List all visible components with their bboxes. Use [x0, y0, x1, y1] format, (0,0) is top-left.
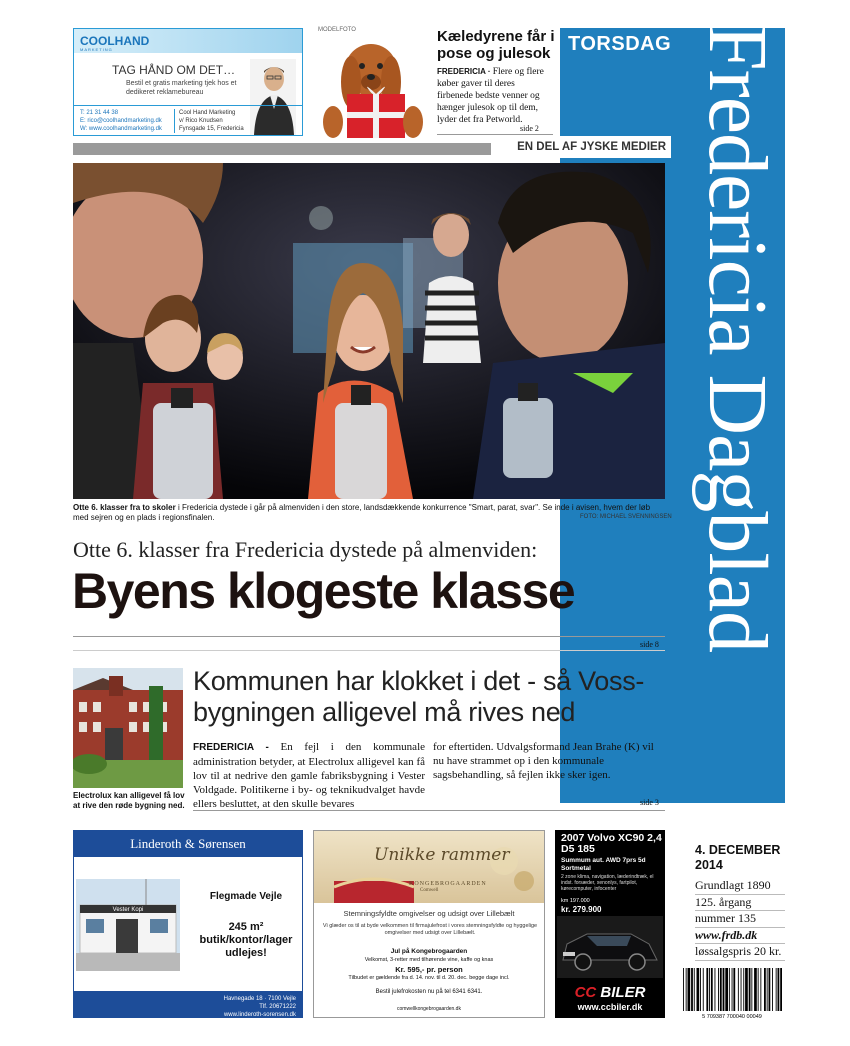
- ad-contact: v/ Rico Knudsen: [179, 118, 223, 124]
- linderoth-footer: [74, 991, 302, 1017]
- barcode-bar: [706, 968, 708, 1011]
- ad-line: Stemningsfyldte omgivelser og udsigt over Lillebælt: [343, 909, 515, 918]
- barcode-bar: [686, 968, 687, 1011]
- divider: [437, 134, 553, 135]
- main-photo[interactable]: [73, 163, 665, 499]
- teaser-text: Flere og flere køber gaver til deres firbenede bedste venner og hænger julesok op til dem, lyder det fra Petworld.: [437, 67, 544, 125]
- barcode-bar: [700, 968, 701, 1011]
- linderoth-phone: Tlf. 20671222: [259, 1004, 296, 1010]
- section-band-label: EN DEL AF JYSKE MEDIER: [517, 141, 666, 153]
- ad-web: W: www.coolhandmarketing.dk: [80, 126, 162, 132]
- ad-url[interactable]: comwellkongebrogaarden.dk: [397, 1006, 461, 1012]
- address-info: [174, 109, 244, 133]
- barcode-bar: [741, 968, 742, 1011]
- ad-contact-footer: [74, 105, 302, 135]
- edition-number: nummer 135: [695, 911, 785, 928]
- ad-line: Tilbudet er gældende fra d. 14. nov. til d. 20. dec. begge dage incl.: [348, 975, 510, 981]
- barcode-bar: [720, 968, 722, 1011]
- barcode-bar: [758, 968, 759, 1011]
- barcode-bar: [718, 968, 719, 1011]
- voss-building-photo[interactable]: [73, 668, 183, 788]
- barcode-digits: 5 709387 700040 00049: [702, 1014, 762, 1019]
- ad-tagline: TAG HÅND OM DET…: [112, 63, 236, 77]
- edition-founded: Grundlagt 1890: [695, 878, 785, 895]
- voss-photo-caption: Electrolux kan alligevel få lov at rive den røde bygning ned.: [73, 791, 185, 810]
- teaser-body: FREDERICIA · Flere og flere køber gaver til deres firbenede bedste venner og hænger julesok op til dem, lyder det fra Petworld.: [437, 67, 544, 125]
- linderoth-web: www.linderoth-sorensen.dk: [223, 1012, 296, 1018]
- ad-brand: KONGEBROGAARDEN: [409, 881, 487, 887]
- car-km: km 197.000: [561, 898, 590, 904]
- main-headline[interactable]: Byens klogeste klasse: [72, 563, 575, 619]
- logo-cc: CC: [574, 984, 597, 1001]
- barcode-bar: [738, 968, 739, 1011]
- photo-label: MODELFOTO: [318, 27, 356, 33]
- ccbiler-web[interactable]: www.ccbiler.dk: [577, 1002, 643, 1012]
- section-band: [73, 143, 493, 155]
- store-photo: [76, 879, 180, 971]
- coolhand-logo-sub: MARKETING: [80, 47, 113, 52]
- second-body-col1: FREDERICIA - En fejl i den kommunale administration betyder, at Electrolux alligevel kan få lov til at nedrive den gamle fabriksbygning i Vester Voldgade. Politikerne i by- og teknikudvalget havde ellers besluttet, at den skulle bevares: [193, 741, 426, 810]
- barcode-bar: [769, 968, 771, 1011]
- edition-price: løssalgspris 20 kr.: [695, 944, 785, 961]
- ad-ccbiler[interactable]: [555, 830, 665, 1018]
- ad-script-title: Unikke rammer: [374, 845, 510, 865]
- ad-linderoth[interactable]: [73, 830, 303, 1018]
- barcode-bar: [776, 968, 777, 1011]
- teaser-title[interactable]: Kæledyrene får i pose og julesok: [437, 28, 555, 62]
- coolhand-logo: COOLHAND: [80, 34, 150, 48]
- main-kicker: Otte 6. klasser fra Fredericia dystede på almenviden:: [73, 537, 538, 562]
- ad-line: Vi glæder os til at byde velkommen til firmajulefrost i vores stemningsfyldte og hyggelige omgivelser med udsigt over Lillebælt.: [322, 923, 538, 936]
- barcode-bar: [715, 968, 716, 1011]
- ad-line: Velkomst, 3-retter med tilhørende vine, kaffe og knas: [364, 957, 494, 963]
- barcode-bar: [694, 968, 695, 1011]
- barcode: [680, 967, 785, 1019]
- edition-volume: 125. årgang: [695, 895, 785, 912]
- logo-biler: BILER: [600, 984, 646, 1001]
- ad-company: Cool Hand Marketing: [179, 110, 236, 116]
- second-place: FREDERICIA: [193, 742, 254, 753]
- divider: [73, 650, 665, 651]
- barcode-bar: [683, 968, 684, 1011]
- linderoth-location: Flegmade Vejle: [209, 891, 283, 902]
- car-photo: [557, 916, 663, 978]
- edition-info: [695, 878, 785, 961]
- teaser-page-ref[interactable]: side 2: [520, 124, 539, 133]
- barcode-bar: [703, 968, 704, 1011]
- barcode-bar: [711, 968, 713, 1011]
- barcode-bar: [751, 968, 752, 1011]
- main-page-ref[interactable]: side 8: [640, 640, 659, 649]
- car-equipment: 2 zone klima, navigation, læderindtræk, el indst. forsæder, xenonlys, fartpilot, kørecomputer, infocenter: [561, 874, 654, 892]
- ad-address: Fynsgade 15, Fredericia: [179, 126, 244, 132]
- barcode-bar: [749, 968, 751, 1011]
- dog-photo[interactable]: [313, 30, 433, 145]
- barcode-bar: [691, 968, 693, 1011]
- second-headline[interactable]: Kommunen har klokket i det - så Voss-bygningen alligevel må rives ned: [193, 666, 645, 727]
- photo-caption: [73, 503, 665, 523]
- second-page-ref[interactable]: side 3: [640, 798, 659, 807]
- teaser-place: FREDERICIA: [437, 67, 486, 76]
- ad-brand-sub: Comwell: [420, 888, 439, 893]
- contact-info: [80, 109, 162, 133]
- barcode-bar: [732, 968, 733, 1011]
- ccbiler-logo: [555, 984, 665, 1001]
- ad-price: Kr. 595,- pr. person: [395, 965, 463, 974]
- divider: [193, 810, 665, 811]
- barcode-bar: [760, 968, 761, 1011]
- barcode-bar: [780, 968, 782, 1011]
- linderoth-address: Havnegade 18 · 7100 Vejle: [223, 996, 296, 1002]
- ad-kongebrogaarden[interactable]: [313, 830, 545, 1018]
- ad-gift-banner: [314, 831, 544, 903]
- car-model: 2007 Volvo XC90 2,4 D5 185: [561, 832, 662, 855]
- ad-coolhand[interactable]: [73, 28, 303, 136]
- second-col1-text: En fejl i den kommunale administration betyder, at Electrolux alligevel kan få lov til at nedrive den gamle fabriksbygning i Vester Voldgade. Politikerne i by- og teknikudvalget havde ellers besluttet, at den skulle bevares: [193, 741, 426, 810]
- linderoth-offer: 245 m² butik/kontor/lager udlejes!: [199, 921, 293, 959]
- caption-text: i Fredericia dystede i går på almenviden i den store, landsdækkende konkurrence "Smart, parat, svar". Se inde i avisen, hvem der løb med sejren og en plads i regionsfinalen.: [73, 503, 651, 522]
- ad-email: E: rico@coolhandmarketing.dk: [80, 118, 162, 124]
- barcode-bar: [688, 968, 691, 1011]
- barcode-bar: [745, 968, 748, 1011]
- second-body-col2: for eftertiden. Udvalgsformand Jean Brahe (K) vil nu have strammet op i den kommunale sagsbehandling, så fejlen ikke sker igen.: [433, 741, 654, 781]
- masthead-title[interactable]: Fredericia Dagblad: [691, 24, 784, 653]
- masthead-day: TORSDAG: [568, 33, 672, 55]
- store-sign: Vester Kopi: [112, 907, 144, 913]
- barcode-bar: [729, 968, 730, 1011]
- barcode-bar: [697, 968, 700, 1011]
- barcode-bar: [778, 968, 780, 1011]
- edition-date: 4. DECEMBER 2014: [695, 843, 781, 872]
- barcode-bar: [723, 968, 725, 1011]
- caption-bold: Otte 6. klasser fra to skoler: [73, 503, 176, 512]
- barcode-bar: [733, 968, 735, 1011]
- photo-credit: FOTO: MICHAEL SVENNINGSEN: [580, 514, 672, 520]
- car-price: kr. 279.900: [561, 905, 602, 914]
- barcode-bar: [743, 968, 744, 1011]
- ad-line: Jul på Kongebrogaarden: [390, 948, 468, 955]
- divider: [73, 636, 665, 637]
- barcode-bar: [709, 968, 710, 1011]
- barcode-bar: [764, 968, 766, 1011]
- linderoth-header: Linderoth & Sørensen: [74, 831, 302, 857]
- barcode-bar: [767, 968, 768, 1011]
- ad-phone: T: 21 31 44 38: [80, 110, 119, 116]
- barcode-bar: [772, 968, 773, 1011]
- barcode-bar: [754, 968, 757, 1011]
- car-summary: Summum aut. AWD 7prs 5d Sortmetal: [561, 857, 646, 872]
- barcode-bar: [725, 968, 728, 1011]
- ad-description: Bestil et gratis marketing tjek hos et dedikeret reklamebureau: [126, 80, 237, 96]
- ad-line: Bestil julefrokosten nu på tel 6341 6341.: [375, 989, 483, 995]
- edition-url[interactable]: www.frdb.dk: [695, 928, 785, 945]
